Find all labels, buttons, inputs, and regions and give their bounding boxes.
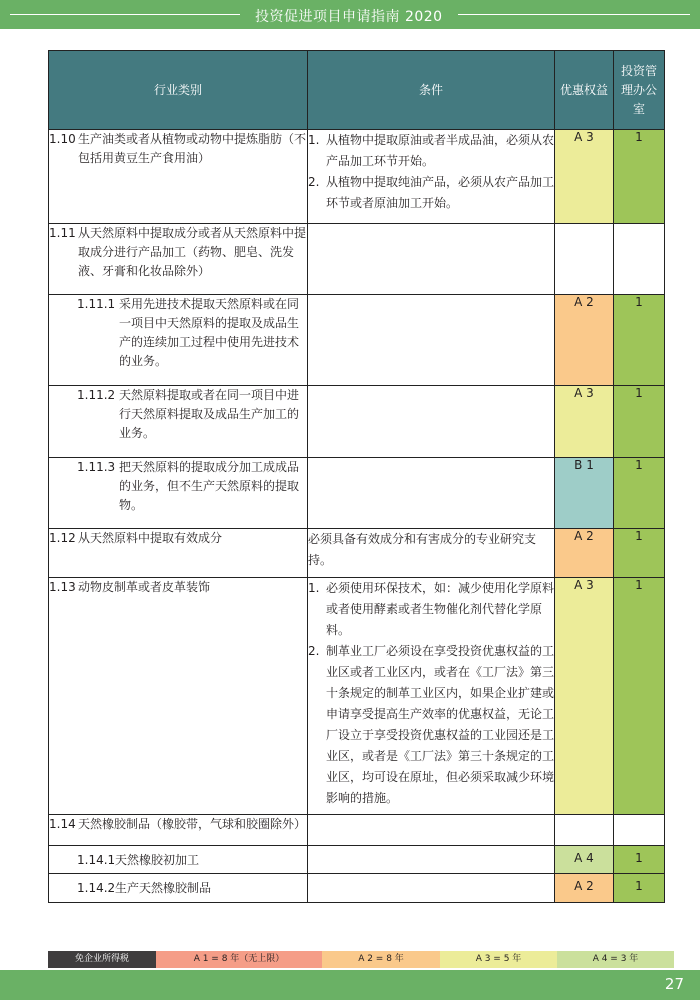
boi-value: 1 [614,529,665,578]
header-incentive: 优惠权益 [555,51,614,130]
condition-cell [308,386,555,458]
header-condition: 条件 [308,51,555,130]
category-cell [49,578,308,815]
table-row [49,874,665,903]
boi-cell-empty [614,815,665,846]
item-number: 1.14 [49,817,76,831]
category-cell [49,815,308,846]
category-cell [49,458,308,529]
condition-cell [308,458,555,529]
category-cell [49,224,308,295]
list-number: 2. [308,175,320,189]
condition-cell: 必须具备有效成分和有害成分的专业研究支持。 [308,529,555,578]
boi-value: 1 [614,458,665,529]
incentive-badge: A 3 [555,578,614,815]
table-row [49,224,665,295]
item-number: 1.11.2 [77,388,116,402]
legend-a3: A 3 = 5 年 [440,951,557,968]
legend-tax-exemption: 免企业所得税 [48,951,156,968]
page-number: 27 [664,975,684,993]
incentive-badge: A 2 [555,874,614,903]
item-number: 1.13 [49,580,76,594]
item-text: 动物皮制革或者皮革装饰 [78,580,211,594]
list-number: 1. [308,581,320,595]
condition-text: 从植物中提取纯油产品，必须从农产品加工环节或者原油加工开始。 [326,175,555,210]
incentive-badge: B 1 [555,458,614,529]
footer-bar [0,970,700,1000]
item-number: 1.11.3 [77,460,116,474]
industry-table [48,50,665,903]
table-row [49,815,665,846]
item-number: 1.11.1 [77,297,116,311]
category-cell [49,130,308,224]
table-row [49,458,665,529]
item-number: 1.10 [49,132,76,146]
incentive-badge: A 4 [555,846,614,874]
item-text: 从天然原料中提取有效成分 [78,531,223,545]
category-cell [49,846,308,874]
header-rule-right [458,14,690,15]
item-number: 1.14.1 [77,853,116,867]
condition-text: 从植物中提取原油或者半成品油，必须从农产品加工环节开始。 [326,133,555,168]
list-number: 2. [308,644,320,658]
condition-cell [308,295,555,386]
table-row [49,846,665,874]
category-cell [49,874,308,903]
boi-value: 1 [614,386,665,458]
boi-cell-empty [614,224,665,295]
item-text: 天然原料提取或者在同一项目中进行天然原料提取及成品生产加工的业务。 [119,388,300,440]
item-text: 采用先进技术提取天然原料或在同一项目中天然原料的提取及成品生产的连续加工过程中使用先进技术的业务。 [119,297,300,368]
condition-cell [308,130,555,224]
incentive-badge: A 2 [555,295,614,386]
condition-cell [308,224,555,295]
table-row [49,130,665,224]
boi-value: 1 [614,130,665,224]
table-header-row [49,51,665,130]
category-cell [49,295,308,386]
header-category: 行业类别 [49,51,308,130]
condition-cell [308,815,555,846]
incentive-badge: A 3 [555,130,614,224]
list-number: 1. [308,133,320,147]
item-text: 从天然原料中提取成分或者从天然原料中提取成分进行产品加工（药物、肥皂、洗发液、牙膏和化妆品除外） [78,226,307,278]
category-cell [49,386,308,458]
table-row [49,386,665,458]
condition-cell [308,874,555,903]
header-rule-left [10,14,240,15]
incentive-cell-empty [555,815,614,846]
item-number: 1.14.2 [77,881,116,895]
item-text: 天然橡胶制品（橡胶带，气球和胶圈除外） [78,817,307,831]
page-header-title: 投资促进项目申请指南 2020 [255,9,443,25]
category-cell [49,529,308,578]
header-boi: 投资管理办公室 [614,51,665,130]
header-bar [0,0,700,29]
table-row [49,529,665,578]
incentive-badge: A 2 [555,529,614,578]
table-row [49,295,665,386]
incentive-cell-empty [555,224,614,295]
item-text: 天然橡胶初加工 [115,853,200,867]
item-number: 1.12 [49,531,76,545]
table-row [49,578,665,815]
incentive-legend [48,951,674,968]
condition-cell [308,846,555,874]
boi-value: 1 [614,846,665,874]
legend-a4: A 4 = 3 年 [557,951,674,968]
item-text: 生产天然橡胶制品 [115,881,212,895]
legend-a2: A 2 = 8 年 [322,951,440,968]
incentive-badge: A 3 [555,386,614,458]
condition-cell [308,578,555,815]
item-text: 生产油类或者从植物或动物中提炼脂肪（不包括用黄豆生产食用油） [78,132,307,165]
boi-value: 1 [614,578,665,815]
item-number: 1.11 [49,226,76,240]
boi-value: 1 [614,874,665,903]
item-text: 把天然原料的提取成分加工成成品的业务，但不生产天然原料的提取物。 [119,460,300,512]
boi-value: 1 [614,295,665,386]
legend-a1: A 1 = 8 年（无上限） [156,951,322,968]
condition-text: 必须使用环保技术，如：减少使用化学原料或者使用酵素或者生物催化剂代替化学原料。 [326,581,555,637]
condition-text: 制革业工厂必须设在享受投资优惠权益的工业区或者工业区内，或者在《工厂法》第三十条规定的制革工业区内，如果企业扩建或申请享受提高生产效率的优惠权益，无论工厂设立于享受投资优惠权益的工业园还是工业区，或者是《工厂法》第三十条规定的工业区，均可设在原址，但必须采取减少环境影响的措施。 [326,644,555,805]
